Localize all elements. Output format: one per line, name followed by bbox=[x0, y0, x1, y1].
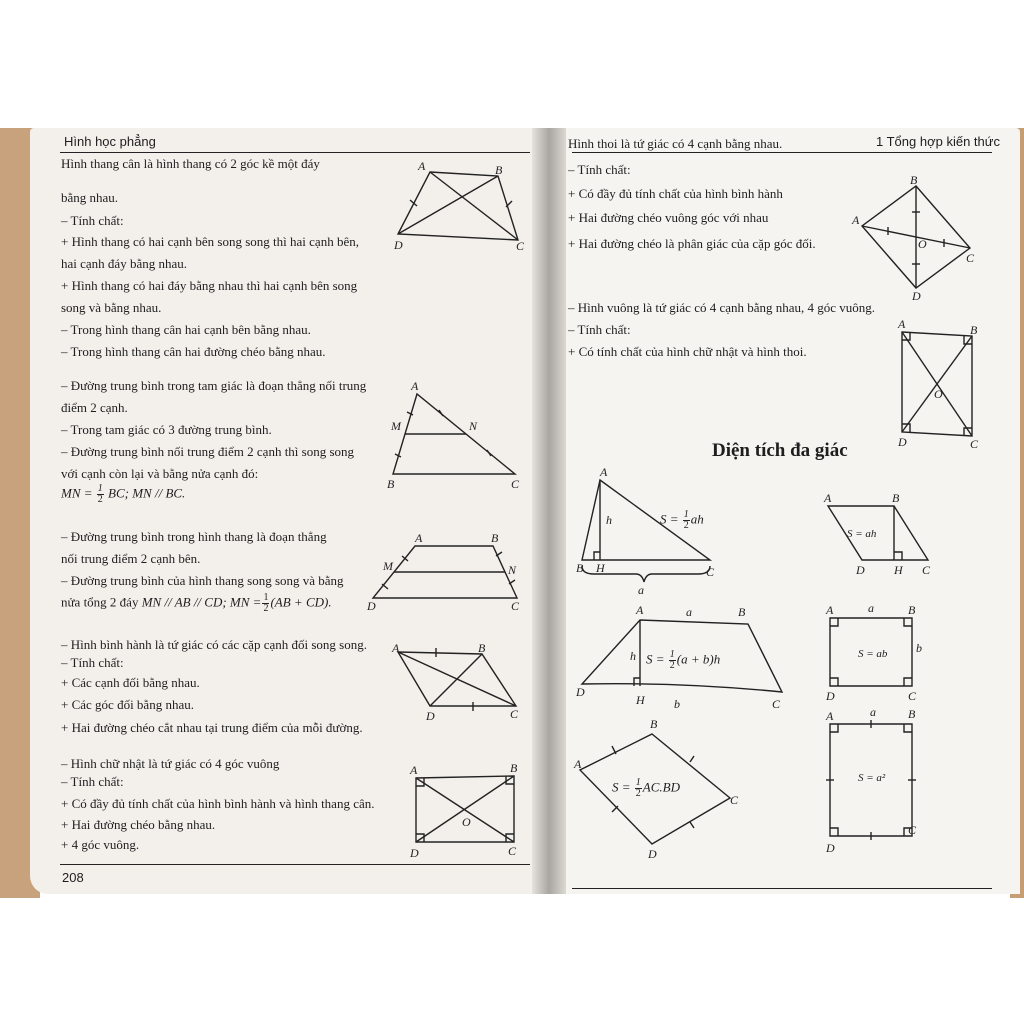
text-line: – Tính chất: bbox=[568, 162, 631, 177]
text-line: – Đường trung bình của hình thang song song và bằng bbox=[61, 573, 344, 588]
svg-text:B: B bbox=[908, 707, 916, 721]
svg-text:C: C bbox=[922, 563, 931, 577]
text-line: bằng nhau. bbox=[61, 190, 119, 205]
text-line: hai cạnh đáy bằng nhau. bbox=[61, 256, 187, 271]
svg-text:b: b bbox=[674, 697, 680, 711]
parallelogram-figure bbox=[390, 640, 530, 725]
svg-text:M: M bbox=[391, 419, 401, 433]
svg-text:D: D bbox=[826, 689, 835, 703]
svg-text:D: D bbox=[576, 685, 585, 699]
formula-part: S = bbox=[612, 779, 631, 795]
trapezoid-midline-figure bbox=[365, 532, 530, 612]
svg-text:A: A bbox=[418, 159, 426, 173]
trapezoid-area-formula bbox=[646, 650, 720, 671]
text-line: – Trong hình thang cân hai đường chéo bằng nhau. bbox=[61, 344, 326, 359]
text-line: Hình thang cân là hình thang có 2 góc kề một đáy bbox=[61, 156, 320, 171]
text-line: Hình thoi là tứ giác có 4 cạnh bằng nhau. bbox=[568, 136, 783, 151]
svg-text:B: B bbox=[908, 603, 916, 617]
left-footer-rule bbox=[60, 864, 530, 865]
text-line: – Tính chất: bbox=[61, 774, 124, 789]
svg-text:O: O bbox=[462, 815, 471, 829]
text-line: – Tính chất: bbox=[61, 655, 124, 670]
text-line: + Có đầy đủ tính chất của hình bình hành bbox=[568, 186, 783, 201]
svg-text:B: B bbox=[478, 641, 486, 655]
svg-text:C: C bbox=[908, 689, 917, 703]
svg-text:B: B bbox=[510, 761, 518, 775]
text-line: + Có tính chất của hình chữ nhật và hình thoi. bbox=[568, 344, 807, 359]
right-header-rule bbox=[572, 152, 992, 153]
svg-text:a: a bbox=[870, 705, 876, 719]
svg-text:D: D bbox=[826, 841, 835, 855]
midline-triangle-formula bbox=[61, 484, 185, 505]
text-line: – Hình chữ nhật là tứ giác có 4 góc vuông bbox=[61, 756, 280, 771]
text-line: – Hình bình hành là tứ giác có các cặp cạnh đối song song. bbox=[61, 637, 367, 652]
svg-text:O: O bbox=[934, 387, 943, 401]
svg-text:D: D bbox=[410, 846, 419, 860]
isosceles-trapezoid-figure bbox=[390, 159, 530, 253]
denominator: 2 bbox=[635, 788, 641, 799]
numerator: 1 bbox=[263, 592, 269, 603]
text-line: song và bằng nhau. bbox=[61, 300, 162, 315]
svg-text:C: C bbox=[511, 599, 520, 613]
svg-text:M: M bbox=[383, 559, 393, 573]
text-line: + Hình thang có hai đáy bằng nhau thì hai cạnh bên song bbox=[61, 278, 358, 293]
text-line: nửa tổng 2 đáy bbox=[61, 594, 139, 610]
right-footer-rule bbox=[572, 888, 992, 889]
right-running-header: 1 Tổng hợp kiến thức bbox=[876, 134, 1000, 149]
text-line: + Hai đường chéo là phân giác của cặp góc đối. bbox=[568, 236, 816, 251]
svg-text:N: N bbox=[469, 419, 478, 433]
triangle-area-figure bbox=[570, 462, 740, 597]
text-line: + Hình thang có hai cạnh bên song song thì hai cạnh bên, bbox=[61, 234, 359, 249]
svg-text:A: A bbox=[898, 317, 906, 331]
fraction bbox=[635, 778, 642, 799]
svg-text:C: C bbox=[516, 239, 525, 253]
svg-text:A: A bbox=[826, 709, 834, 723]
svg-text:C: C bbox=[706, 565, 715, 579]
formula-part: S = bbox=[660, 511, 679, 527]
svg-text:B: B bbox=[892, 491, 900, 505]
svg-text:A: A bbox=[410, 763, 418, 777]
text-line: – Tính chất: bbox=[61, 213, 124, 228]
svg-text:C: C bbox=[511, 477, 520, 491]
text-line: – Đường trung bình trong hình thang là đoạn thẳng bbox=[61, 529, 327, 544]
text-line: – Trong hình thang cân hai cạnh bên bằng nhau. bbox=[61, 322, 311, 337]
rectangle-figure bbox=[406, 762, 530, 862]
triangle-midline-figure bbox=[385, 378, 530, 493]
square-area-formula: S = a² bbox=[858, 772, 886, 784]
svg-text:C: C bbox=[966, 251, 975, 265]
svg-text:B: B bbox=[495, 163, 503, 177]
svg-text:a: a bbox=[686, 605, 692, 619]
svg-text:D: D bbox=[912, 289, 921, 303]
text-line: – Đường trung bình trong tam giác là đoạn thẳng nối trung bbox=[61, 378, 367, 393]
rhombus-area-formula bbox=[612, 778, 680, 799]
svg-text:H: H bbox=[894, 563, 903, 577]
svg-text:A: A bbox=[392, 641, 400, 655]
fraction bbox=[683, 510, 690, 531]
svg-text:C: C bbox=[908, 823, 917, 837]
svg-text:A: A bbox=[574, 757, 582, 771]
svg-text:B: B bbox=[738, 605, 746, 619]
rhombus-figure bbox=[850, 172, 990, 302]
svg-text:a: a bbox=[638, 583, 644, 597]
svg-text:B: B bbox=[970, 323, 978, 337]
numerator: 1 bbox=[683, 509, 689, 520]
svg-text:C: C bbox=[772, 697, 781, 711]
text-line: điểm 2 cạnh. bbox=[61, 400, 128, 415]
svg-text:C: C bbox=[508, 844, 517, 858]
denominator: 2 bbox=[263, 603, 269, 614]
svg-text:a: a bbox=[868, 601, 874, 615]
parallelogram-area-formula: S = ah bbox=[847, 528, 877, 540]
formula-part: MN = bbox=[61, 485, 93, 501]
svg-text:H: H bbox=[636, 693, 645, 707]
svg-text:D: D bbox=[426, 709, 435, 723]
text-line: + 4 góc vuông. bbox=[61, 837, 140, 852]
fraction bbox=[97, 484, 104, 505]
svg-text:N: N bbox=[508, 563, 517, 577]
svg-text:C: C bbox=[730, 793, 739, 807]
svg-text:A: A bbox=[600, 465, 608, 479]
rectangle-area-formula: S = ab bbox=[858, 648, 888, 660]
svg-text:D: D bbox=[856, 563, 865, 577]
svg-text:C: C bbox=[970, 437, 979, 451]
text-line: – Trong tam giác có 3 đường trung bình. bbox=[61, 422, 272, 437]
square-diagonals-figure bbox=[890, 314, 986, 454]
svg-text:A: A bbox=[824, 491, 832, 505]
svg-text:D: D bbox=[367, 599, 376, 613]
svg-text:A: A bbox=[415, 531, 423, 545]
svg-text:A: A bbox=[411, 379, 419, 393]
text-line: nối trung điểm 2 cạnh bên. bbox=[61, 551, 201, 566]
numerator: 1 bbox=[97, 483, 103, 494]
text-line: + Các góc đối bằng nhau. bbox=[61, 697, 194, 712]
svg-text:B: B bbox=[650, 717, 658, 731]
denominator: 2 bbox=[669, 660, 675, 671]
text-line: với cạnh còn lại và bằng nửa cạnh đó: bbox=[61, 466, 259, 481]
svg-text:h: h bbox=[606, 513, 612, 527]
numerator: 1 bbox=[635, 777, 641, 788]
midline-trapezoid-formula bbox=[61, 593, 332, 614]
text-line: + Hai đường chéo vuông góc với nhau bbox=[568, 210, 769, 225]
left-running-header: Hình học phẳng bbox=[64, 134, 156, 149]
formula-part: ah bbox=[690, 511, 704, 527]
text-line: + Các cạnh đối bằng nhau. bbox=[61, 675, 200, 690]
fraction bbox=[262, 593, 269, 614]
formula-part: BC; MN // BC. bbox=[108, 485, 186, 501]
page-number: 208 bbox=[62, 870, 84, 885]
svg-text:h: h bbox=[630, 649, 636, 663]
svg-text:b: b bbox=[916, 641, 922, 655]
text-line: – Đường trung bình nối trung điểm 2 cạnh thì song song bbox=[61, 444, 355, 459]
svg-text:A: A bbox=[636, 603, 644, 617]
svg-text:A: A bbox=[852, 213, 860, 227]
text-line: + Có đầy đủ tính chất của hình bình hành và hình thang cân. bbox=[61, 796, 375, 811]
text-line: – Hình vuông là tứ giác có 4 cạnh bằng nhau, 4 góc vuông. bbox=[568, 300, 876, 315]
text-line: + Hai đường chéo bằng nhau. bbox=[61, 817, 216, 832]
formula-part: S = bbox=[646, 651, 665, 667]
fraction bbox=[669, 650, 676, 671]
formula-part: AC.BD bbox=[642, 779, 680, 795]
svg-text:D: D bbox=[394, 238, 403, 252]
left-header-rule bbox=[60, 152, 530, 153]
svg-text:B: B bbox=[387, 477, 395, 491]
formula-part: MN // AB // CD; MN = bbox=[141, 594, 262, 610]
svg-text:B: B bbox=[491, 531, 499, 545]
svg-text:H: H bbox=[596, 561, 605, 575]
triangle-area-formula bbox=[660, 510, 704, 531]
svg-text:A: A bbox=[826, 603, 834, 617]
denominator: 2 bbox=[97, 494, 103, 505]
formula-part: (a + b)h bbox=[676, 651, 721, 667]
svg-text:D: D bbox=[648, 847, 657, 861]
svg-text:C: C bbox=[510, 707, 519, 721]
parallelogram-area-figure bbox=[820, 488, 940, 578]
svg-text:D: D bbox=[898, 435, 907, 449]
text-line: – Tính chất: bbox=[568, 322, 631, 337]
formula-part: (AB + CD). bbox=[270, 594, 332, 610]
svg-text:B: B bbox=[910, 173, 918, 187]
numerator: 1 bbox=[669, 649, 675, 660]
book-gutter bbox=[532, 128, 566, 894]
text-line: + Hai đường chéo cắt nhau tại trung điểm của mỗi đường. bbox=[61, 720, 363, 735]
svg-text:B: B bbox=[576, 561, 584, 575]
section-title: Diện tích đa giác bbox=[712, 440, 848, 461]
denominator: 2 bbox=[683, 520, 689, 531]
svg-text:O: O bbox=[918, 237, 927, 251]
